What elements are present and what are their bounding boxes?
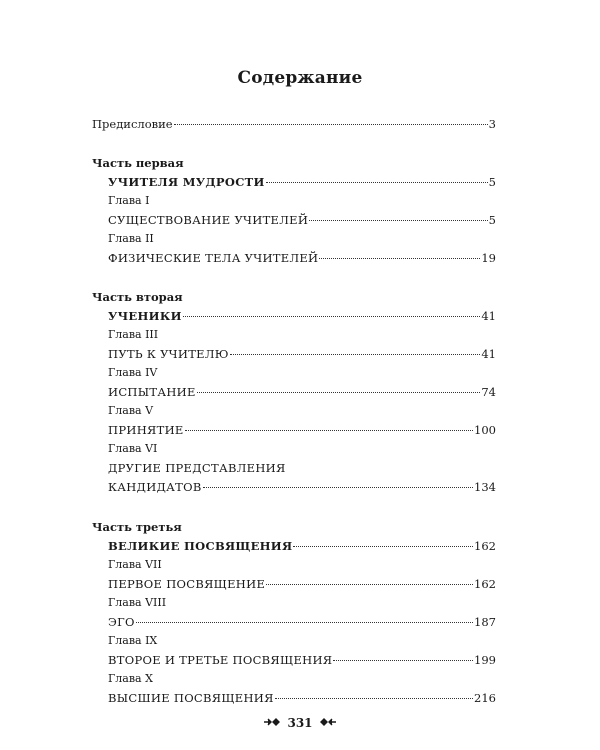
page-title: Содержание bbox=[237, 68, 363, 88]
toc-entry-label: ВЫСШИЕ ПОСВЯЩЕНИЯ bbox=[108, 691, 274, 705]
page-footer bbox=[0, 716, 600, 730]
chapter-number: Глава IX bbox=[108, 634, 158, 647]
toc-entry-label: ВТОРОЕ И ТРЕТЬЕ ПОСВЯЩЕНИЯ bbox=[108, 653, 333, 667]
dot-leader bbox=[266, 182, 488, 183]
toc-entry-label-line1[interactable]: ДРУГИЕ ПРЕДСТАВЛЕНИЯ bbox=[108, 461, 286, 475]
toc-entry-chapter[interactable] bbox=[108, 479, 496, 495]
chapter-number: Глава VI bbox=[108, 442, 158, 455]
toc-page-number: 100 bbox=[474, 423, 496, 437]
part-heading: Часть третья bbox=[92, 520, 182, 534]
toc-entry-chapter[interactable] bbox=[108, 422, 496, 438]
part-heading: Часть вторая bbox=[92, 290, 183, 304]
toc-page-number: 199 bbox=[474, 653, 496, 667]
toc-entry-chapter[interactable] bbox=[108, 576, 496, 592]
chapter-number: Глава IV bbox=[108, 366, 158, 379]
toc-entry-part-title[interactable] bbox=[108, 308, 496, 324]
part-heading: Часть первая bbox=[92, 156, 184, 170]
toc-page-number: 162 bbox=[474, 577, 496, 591]
toc-page-number: 5 bbox=[488, 175, 496, 189]
chapter-number: Глава VII bbox=[108, 558, 162, 571]
dot-leader bbox=[333, 660, 473, 661]
toc-page-number: 134 bbox=[474, 480, 496, 494]
dot-leader bbox=[275, 698, 473, 699]
chapter-number: Глава II bbox=[108, 232, 154, 245]
toc-page-number: 41 bbox=[481, 347, 496, 361]
dot-leader bbox=[183, 316, 481, 317]
dot-leader bbox=[203, 487, 473, 488]
toc-entry-chapter[interactable] bbox=[108, 384, 496, 400]
toc-entry-chapter[interactable] bbox=[108, 652, 496, 668]
chapter-number: Глава VIII bbox=[108, 596, 167, 609]
dot-leader bbox=[319, 258, 480, 259]
toc-entry-chapter[interactable] bbox=[108, 212, 496, 228]
dot-leader bbox=[185, 430, 473, 431]
toc-page-number: 3 bbox=[488, 117, 496, 131]
toc-entry-label: УЧЕНИКИ bbox=[108, 309, 182, 323]
toc-entry-part-title[interactable] bbox=[108, 538, 496, 554]
toc-page-number: 41 bbox=[481, 309, 496, 323]
toc-page-number: 5 bbox=[488, 213, 496, 227]
toc-entry-label: ЭГО bbox=[108, 615, 135, 629]
toc-entry-label: КАНДИДАТОВ bbox=[108, 480, 202, 494]
toc-entry-label: ПРИНЯТИЕ bbox=[108, 423, 184, 437]
toc-entry-label: ВЕЛИКИЕ ПОСВЯЩЕНИЯ bbox=[108, 539, 293, 553]
dot-leader bbox=[230, 354, 481, 355]
dot-leader bbox=[174, 124, 488, 125]
toc-entry-part-title[interactable] bbox=[108, 174, 496, 190]
toc-entry-chapter[interactable] bbox=[108, 346, 496, 362]
toc-page-number: 19 bbox=[481, 251, 496, 265]
dot-leader bbox=[136, 622, 473, 623]
dot-leader bbox=[197, 392, 481, 393]
toc-entry-label: УЧИТЕЛЯ МУДРОСТИ bbox=[108, 175, 265, 189]
toc-entry-label: ИСПЫТАНИЕ bbox=[108, 385, 196, 399]
toc-entry-label: ПУТЬ К УЧИТЕЛЮ bbox=[108, 347, 229, 361]
dot-leader bbox=[309, 220, 488, 221]
left-ornament-icon bbox=[263, 717, 283, 730]
chapter-number: Глава I bbox=[108, 194, 150, 207]
toc-entry-chapter[interactable] bbox=[108, 614, 496, 630]
dot-leader bbox=[293, 546, 473, 547]
toc-entry-label: ПЕРВОЕ ПОСВЯЩЕНИЕ bbox=[108, 577, 266, 591]
toc-entry-label: ФИЗИЧЕСКИЕ ТЕЛА УЧИТЕЛЕЙ bbox=[108, 251, 319, 265]
chapter-number: Глава V bbox=[108, 404, 154, 417]
chapter-number: Глава X bbox=[108, 672, 153, 685]
right-ornament-icon bbox=[317, 717, 337, 730]
page-number: 331 bbox=[287, 716, 313, 730]
toc-entry-preface[interactable] bbox=[92, 116, 496, 132]
dot-leader bbox=[266, 584, 473, 585]
toc-page-number: 187 bbox=[474, 615, 496, 629]
toc-entry-chapter[interactable] bbox=[108, 250, 496, 266]
chapter-number: Глава III bbox=[108, 328, 159, 341]
toc-page-number: 74 bbox=[481, 385, 496, 399]
toc-entry-label: Предисловие bbox=[92, 117, 173, 131]
toc-page-number: 216 bbox=[474, 691, 496, 705]
toc-page-number: 162 bbox=[474, 539, 496, 553]
toc-entry-label: СУЩЕСТВОВАНИЕ УЧИТЕЛЕЙ bbox=[108, 213, 309, 227]
toc-entry-chapter[interactable] bbox=[108, 690, 496, 706]
